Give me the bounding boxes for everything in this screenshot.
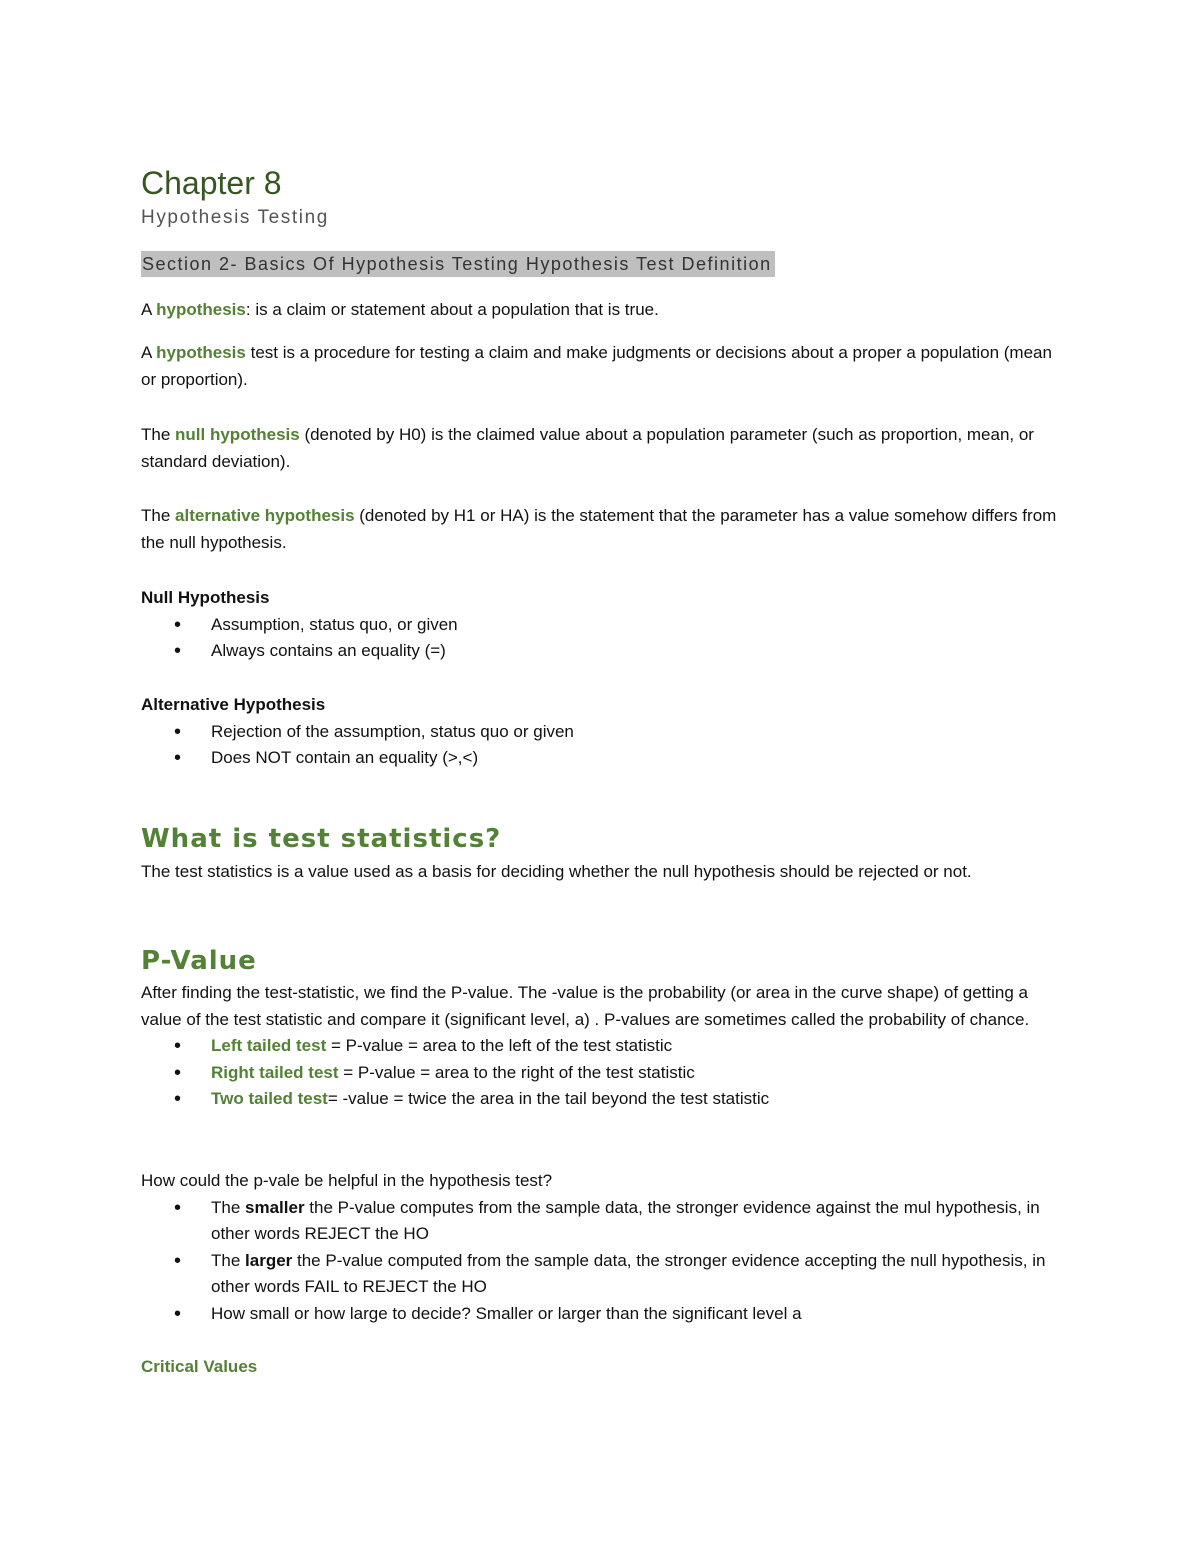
- null-hypothesis-section: Null Hypothesis • Assumption, status quo, or given • Always contains an equality (=): [141, 585, 1061, 665]
- hypothesis-test-definition: A hypothesis test is a procedure for testing a claim and make judgments or decisions about a proper a population (mean or proportion).: [141, 343, 1052, 389]
- list-item: • The larger the P-value computed from the sample data, the stronger evidence accepting the null hypothesis, in other words FAIL to REJECT the HO: [141, 1248, 1061, 1301]
- test-statistics-heading: What is test statistics?: [141, 824, 502, 854]
- list-item: • Does NOT contain an equality (>,<): [141, 745, 1061, 772]
- p-value-section: After finding the test-statistic, we find the P-value. The -value is the probability (or area in the curve shape) of getting a value of the test statistic and compare it (significant level, a) . P-values are sometimes called the probability of chance. • Left tailed test = P-value = area to the left of the test statistic • Right tailed test = P-value = area to the right of the test statistic • Two tailed test= -value = twice the area in the tail beyond the test statistic: [141, 980, 1061, 1113]
- page-subtitle: Hypothesis Testing: [141, 207, 329, 228]
- list-item: • The smaller the P-value computes from the sample data, the stronger evidence against the mul hypothesis, in other words REJECT the HO: [141, 1195, 1061, 1248]
- list-item: • Assumption, status quo, or given: [141, 612, 1061, 639]
- null-hypothesis-definition: The null hypothesis (denoted by H0) is the claimed value about a population parameter (such as proportion, mean, or standard deviation).: [141, 425, 1034, 471]
- list-item: • Always contains an equality (=): [141, 638, 1061, 665]
- list-item: • Left tailed test = P-value = area to the left of the test statistic: [141, 1033, 1061, 1060]
- list-item: • Two tailed test= -value = twice the area in the tail beyond the test statistic: [141, 1086, 1061, 1113]
- page-title: Chapter 8: [141, 165, 282, 201]
- alternative-hypothesis-section: Alternative Hypothesis • Rejection of the assumption, status quo or given • Does NOT contain an equality (>,<): [141, 692, 1061, 772]
- alternative-hypothesis-definition: The alternative hypothesis (denoted by H1 or HA) is the statement that the parameter has a value somehow differs from the null hypothesis.: [141, 506, 1057, 552]
- list-item: • Right tailed test = P-value = area to the right of the test statistic: [141, 1060, 1061, 1087]
- critical-values-heading: Critical Values: [141, 1357, 258, 1376]
- list-item: • How small or how large to decide? Smaller or larger than the significant level a: [141, 1301, 1061, 1328]
- hypothesis-definition: A hypothesis: is a claim or statement about a population that is true.: [141, 300, 659, 319]
- section-heading: Section 2- Basics Of Hypothesis Testing Hypothesis Test Definition: [141, 251, 775, 277]
- p-value-question-section: How could the p-vale be helpful in the hypothesis test? • The smaller the P-value computes from the sample data, the stronger evidence against the mul hypothesis, in other words REJECT the HO • The larger the P-value computed from the sample data, the stronger evidence accepting the null hypothesis, in other words FAIL to REJECT the HO • How small or how large to decide? Smaller or larger than the significant level a: [141, 1168, 1061, 1327]
- test-statistics-text: The test statistics is a value used as a basis for deciding whether the null hypothesis should be rejected or not.: [141, 862, 972, 881]
- list-item: • Rejection of the assumption, status quo or given: [141, 719, 1061, 746]
- p-value-heading: P-Value: [141, 946, 257, 976]
